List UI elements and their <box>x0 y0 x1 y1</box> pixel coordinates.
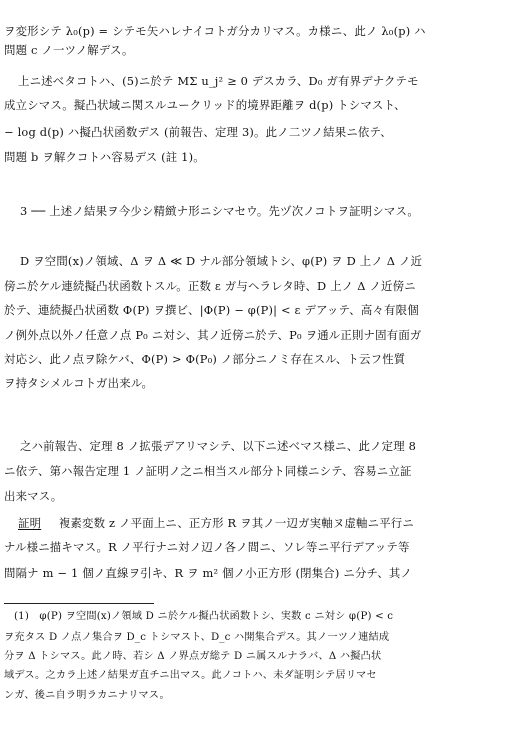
proof-line-1 <box>18 516 414 530</box>
text-line-18: ナル様ニ描キマス。R ノ平行ナニ対ノ辺ノ各ノ間ニ、ソレ等ニ平行デアッテ等 <box>4 540 410 554</box>
text-line-16: 出来マス。 <box>4 489 63 503</box>
text-line-3: 上ニ述ベタコトハ、(5)ニ於テ MΣ u_j² ≥ 0 デスカラ、D₀ ガ有界デナクテモ <box>18 74 419 88</box>
text-line-1: ヲ変形シテ λ₀(p) = シテモ矢ハレナイコトガ分カリマス。カ様ニ、此ノ λ₀(p) ハ <box>4 24 426 38</box>
proof-label: 証明 <box>18 516 42 530</box>
text-line-19: 間隔ナ m − 1 個ノ直線ヲ引キ、R ヲ m² 個ノ小正方形 (閉集合) ニ分チ、其ノ <box>4 566 413 580</box>
footnote-rule <box>4 603 154 604</box>
text-line-9: 傍ニ於ケル連続擬凸状函数トスル。正数 ε ガ与ヘラレタ時、D 上ノ Δ ノ近傍ニ <box>4 279 416 293</box>
text-line-6: 問題 b ヲ解クコトハ容易デス (註 1)。 <box>4 150 205 164</box>
text-line-4: 成立シマス。擬凸状域ニ関スルユークリッド的境界距離ヲ d(p) トシマスト、 <box>4 98 406 112</box>
text-line-11: ノ例外点以外ノ任意ノ点 P₀ ニ対シ、其ノ近傍ニ於テ、P₀ ヲ通ル正則ナ固有面ガ <box>4 328 422 342</box>
footnote-line-4: 域デス。之カラ上述ノ結果ガ直チニ出マス。此ノコトハ、未ダ証明シテ居リマセ <box>4 670 377 681</box>
text-line-12: 対応シ、此ノ点ヲ除ケバ、Φ(P) > Φ(P₀) ノ部分ニノミ存在スル、ト云フ性質 <box>4 352 406 366</box>
text-line-10: 於テ、連続擬凸状函数 Φ(P) ヲ撰ビ、|Φ(P) − φ(P)| < ε デアッテ、高々有限個 <box>4 303 419 317</box>
text-line-13: ヲ持タシメルコトガ出来ル。 <box>4 376 154 390</box>
text-line-2: 問題 c ノ一ツノ解デス。 <box>4 43 134 57</box>
proof-text: 複素変数 z ノ平面上ニ、正方形 R ヲ其ノ一辺ガ実軸ヌ虚軸ニ平行ニ <box>58 516 414 530</box>
section-3-heading: 3 ── 上述ノ結果ヲ今少シ精緻ナ形ニシマセウ。先ヅ次ノコトヲ証明シマス。 <box>20 204 419 218</box>
text-line-14: 之ハ前報告、定理 8 ノ拡張デアリマシテ、以下ニ述ベマス様ニ、此ノ定理 8 <box>20 439 417 453</box>
text-line-5: − log d(p) ハ擬凸状函数デス (前報告、定理 3)。此ノ二ツノ結果ニ依テ、 <box>4 125 392 139</box>
text-line-15: ニ依テ、第ハ報告定理 1 ノ証明ノ之ニ相当スル部分ト同様ニシテ、容易ニ立証 <box>4 464 412 478</box>
footnote-line-1: (1) φ(P) ヲ空間(x)ノ領域 D ニ於ケル擬凸状函数トシ、実数 c ニ対シ φ(P) < c <box>14 611 394 622</box>
text-line-8: D ヲ空間(x)ノ領域、Δ ヲ Δ ≪ D ナル部分領域トシ、φ(P) ヲ D 上ノ Δ ノ近 <box>20 254 423 268</box>
footnote-line-2: ヲ充タス D ノ点ノ集合ヲ D_c トシマスト、D_c ハ開集合デス。其ノ一ツノ連結成 <box>4 632 390 643</box>
footnote-line-5: ンガ、後ニ自ラ明ラカニナリマス。 <box>4 690 170 701</box>
footnote-line-3: 分ヲ Δ トシマス。此ノ時、若シ Δ ノ界点ガ総テ D ニ属スルナラバ、Δ ハ擬凸状 <box>4 651 382 662</box>
